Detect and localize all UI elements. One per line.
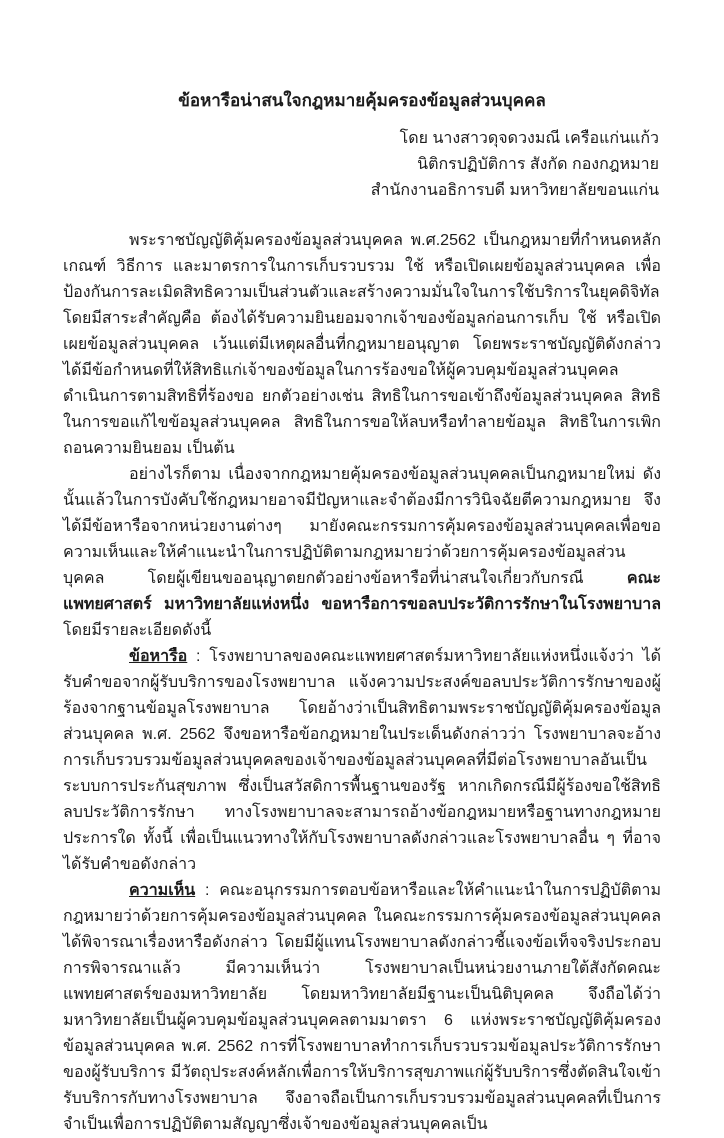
inquiry-separator: : [196, 648, 201, 665]
opinion-separator: : [205, 882, 210, 899]
paragraph-background [63, 462, 661, 644]
inquiry-heading: ข้อหารือ [129, 648, 188, 665]
case-title-bold: คณะแพทยศาสตร์ มหาวิทยาลัยแห่งหนึ่ง ขอหารือการขอลบประวัติการรักษาในโรงพยาบาล [63, 570, 661, 613]
opinion-body: คณะอนุกรรมการตอบข้อหารือและให้คำแนะนำในการปฏิบัติตามกฎหมายว่าด้วยการคุ้มครองข้อมูลส่วนบุคคล ในคณะกรรมการคุ้มครองข้อมูลส่วนบุคคลได้พิจารณาเรื่องหารือดังกล่าว โดยมีผู้แทนโรงพยาบาลดังกล่าวชี้แจงข้อเท็จจริงประกอบการพิจารณาแล้ว มีความเห็นว่า โรงพยาบาลเป็นหน่วยงานภายใต้สังกัดคณะแพทยศาสตร์ของมหาวิทยาลัย โดยมหาวิทยาลัยมีฐานะเป็นนิติบุคคล จึงถือได้ว่ามหาวิทยาลัยเป็นผู้ควบคุมข้อมูลส่วนบุคคลตามมาตรา 6 แห่งพระราชบัญญัติคุ้มครองข้อมูลส่วนบุคคล พ.ศ. 2562 การที่โรงพยาบาลทำการเก็บรวบรวมข้อมูลประวัติการรักษาของผู้รับบริการ มีวัตถุประสงค์หลักเพื่อการให้บริการสุขภาพแก่ผู้รับบริการซึ่งตัดสินใจเข้ารับบริการกับทางโรงพยาบาล จึงอาจถือเป็นการเก็บรวบรวมข้อมูลส่วนบุคคลที่เป็นการจำเป็นเพื่อการปฏิบัติตามสัญญาซึ่งเจ้าของข้อมูลส่วนบุคคลเป็น [63, 882, 661, 1133]
paragraph-inquiry [63, 644, 661, 878]
paragraph-opinion [63, 878, 661, 1138]
document-title: ข้อหารือน่าสนใจกฎหมายคุ้มครองข้อมูลส่วนบุคคล [178, 91, 546, 110]
byline-author: โดย นางสาวดุจดวงมณี เครือแก่นแก้ว [399, 130, 659, 147]
opinion-heading: ความเห็น [129, 882, 196, 899]
inquiry-body: โรงพยาบาลของคณะแพทยศาสตร์มหาวิทยาลัยแห่งหนึ่งแจ้งว่า ได้รับคำขอจากผู้รับบริการของโรงพยาบาล แจ้งความประสงค์ขอลบประวัติการรักษาของผู้ร้องจากฐานข้อมูลโรงพยาบาล โดยอ้างว่าเป็นสิทธิตามพระราชบัญญัติคุ้มครองข้อมูลส่วนบุคคล พ.ศ. 2562 จึงขอหารือข้อกฎหมายในประเด็นดังกล่าวว่า โรงพยาบาลจะอ้างการเก็บรวบรวมข้อมูลส่วนบุคคลของเจ้าของข้อมูลส่วนบุคคลที่มีต่อโรงพยาบาลอันเป็นระบบการประกันสุขภาพ ซึ่งเป็นสวัสดิการพื้นฐานของรัฐ หากเกิดกรณีมีผู้ร้องขอใช้สิทธิลบประวัติการรักษา ทางโรงพยาบาลจะสามารถอ้างข้อกฎหมายหรือฐานทางกฎหมายประการใด ทั้งนี้ เพื่อเป็นแนวทางให้กับโรงพยาบาลดังกล่าวและโรงพยาบาลอื่น ๆ ที่อาจได้รับคำขอดังกล่าว [63, 648, 661, 873]
document-body [63, 228, 661, 1138]
byline-position: นิติกรปฏิบัติการ สังกัด กองกฎหมาย [417, 156, 659, 173]
paragraph-intro: พระราชบัญญัติคุ้มครองข้อมูลส่วนบุคคล พ.ศ.2562 เป็นกฎหมายที่กำหนดหลักเกณฑ์ วิธีการ และมาตรการในการเก็บรวบรวม ใช้ หรือเปิดเผยข้อมูลส่วนบุคคล เพื่อป้องกันการละเมิดสิทธิความเป็นส่วนตัวและสร้างความมั่นใจในการใช้บริการในยุคดิจิทัล โดยมีสาระสำคัญคือ ต้องได้รับความยินยอมจากเจ้าของข้อมูลก่อนการเก็บ ใช้ หรือเปิดเผยข้อมูลส่วนบุคคล เว้นแต่มีเหตุผลอื่นที่กฎหมายอนุญาต โดยพระราชบัญญัติดังกล่าวได้มีข้อกำหนดที่ให้สิทธิแก่เจ้าของข้อมูลในการร้องขอให้ผู้ควบคุมข้อมูลส่วนบุคคลดำเนินการตามสิทธิที่ร้องขอ ยกตัวอย่างเช่น สิทธิในการขอเข้าถึงข้อมูลส่วนบุคคล สิทธิในการขอแก้ไขข้อมูลส่วนบุคคล สิทธิในการขอให้ลบหรือทำลายข้อมูล สิทธิในการเพิกถอนความยินยอม เป็นต้น [63, 232, 661, 457]
byline-block [63, 126, 659, 204]
background-text: อย่างไรก็ตาม เนื่องจากกฎหมายคุ้มครองข้อมูลส่วนบุคคลเป็นกฎหมายใหม่ ดังนั้นแล้วในการบังคับใช้กฎหมายอาจมีปัญหาและจำต้องมีการวินิจฉัยตีความกฎหมาย จึงได้มีข้อหารือจากหน่วยงานต่างๆ มายังคณะกรรมการคุ้มครองข้อมูลส่วนบุคคลเพื่อขอความเห็นและให้คำแนะนำในการปฏิบัติตามกฎหมายว่าด้วยการคุ้มครองข้อมูลส่วนบุคคล โดยผู้เขียนขออนุญาตยกตัวอย่างข้อหารือที่น่าสนใจเกี่ยวกับกรณี [63, 466, 661, 587]
byline-office: สำนักงานอธิการบดี มหาวิทยาลัยขอนแก่น [370, 182, 659, 199]
background-tail: โดยมีรายละเอียดดังนี้ [63, 622, 212, 639]
